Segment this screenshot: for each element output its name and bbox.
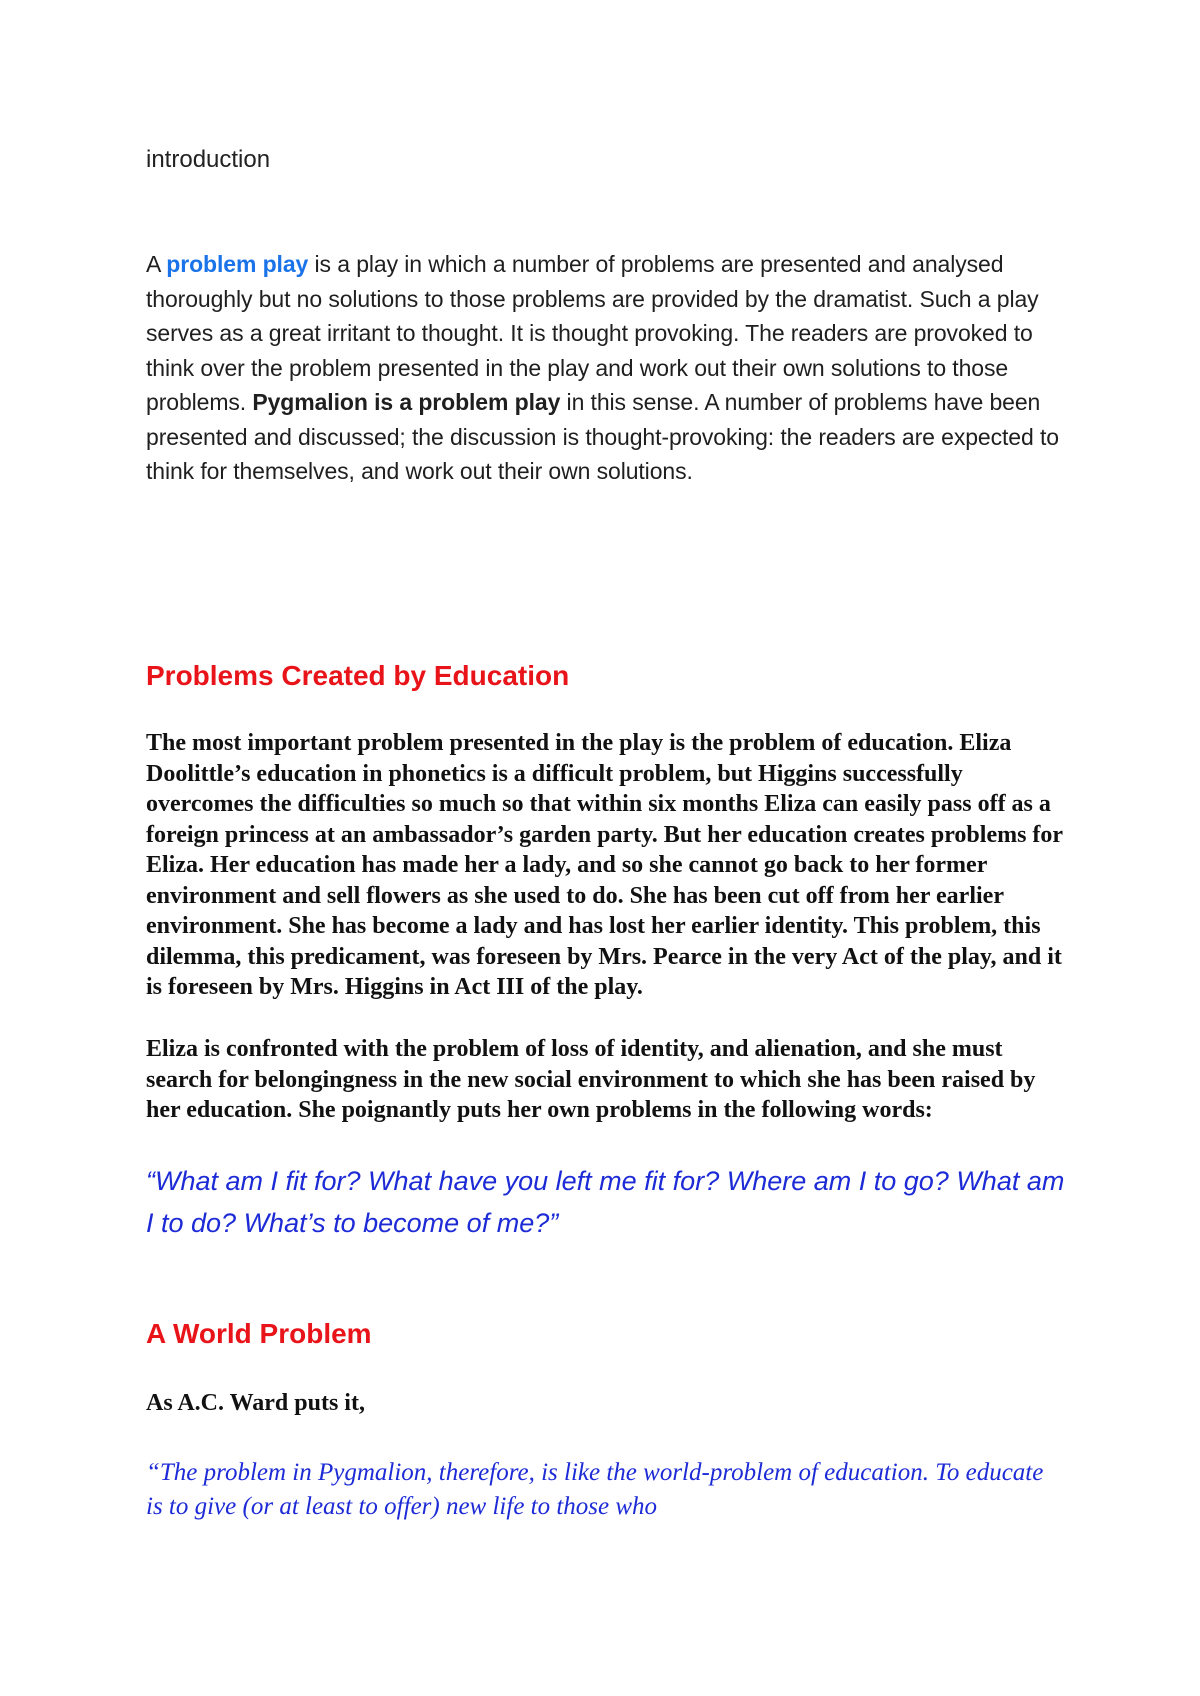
education-lead: The most important problem presented in the play is — [146, 730, 692, 756]
eliza-quote: “What am I fit for? What have you left me fit for? Where am I to go? What am I to do? What’s to become of me?” — [146, 1166, 1065, 1238]
education-bold-phrase: the problem of education — [691, 730, 948, 756]
ward-quote: “The problem in Pygmalion, therefore, is like the world-problem of education. To educate is to give (or at least to offer) new life to those who — [146, 1459, 1044, 1520]
education-body: . Eliza Doolittle’s education in phonetics is a difficult problem, but Higgins successfully overcomes the difficulties so much so that within six months Eliza can easily pass off as a foreign princess at an ambassador’s garden party. But her education creates problems for Eliza. Her education has made her a lady, and so she cannot go back to her former environment and sell flowers as she used to do. She has been cut off from her earlier environment. She has become a lady and has lost her earlier identity. This problem, this dilemma, this predicament, was foreseen by Mrs. Pearce in the very Act of the play, and it is foreseen by Mrs. Higgins in Act III of the play. — [146, 730, 1063, 1000]
heading-a-world-problem: A World Problem — [146, 1318, 372, 1349]
intro-body: is a play in which a number of problems are presented and analysed thoroughly but no solutions to those problems are provided by the dramatist. Such a play serves as a great irritant to thought. It is thought provoking. The readers are provoked to think over the problem presented in the play and work out their own solutions to those problems. — [146, 251, 1039, 415]
heading-problems-created-by-education: Problems Created by Education — [146, 660, 570, 691]
problem-play-link[interactable]: problem play — [166, 251, 309, 277]
eliza-paragraph: Eliza is confronted with the problem of loss of identity, and alienation, and she must search for belongingness in the new social environment to which she has been raised by her education. She poignantly puts her own problems in the following words: — [146, 1036, 1036, 1123]
intro-paragraph — [146, 247, 1066, 489]
intro-bold-phrase: Pygmalion is a problem play — [252, 389, 561, 415]
ward-intro-paragraph: As A.C. Ward puts it, — [146, 1390, 365, 1416]
intro-label: introduction — [146, 146, 271, 173]
intro-end: in this sense. A number of problems have been presented and discussed; the discussion is thought-provoking: the readers are expected to think for themselves, and work out their own solutions. — [146, 389, 1059, 484]
intro-lead: A — [146, 251, 167, 277]
education-paragraph — [146, 728, 1066, 1003]
